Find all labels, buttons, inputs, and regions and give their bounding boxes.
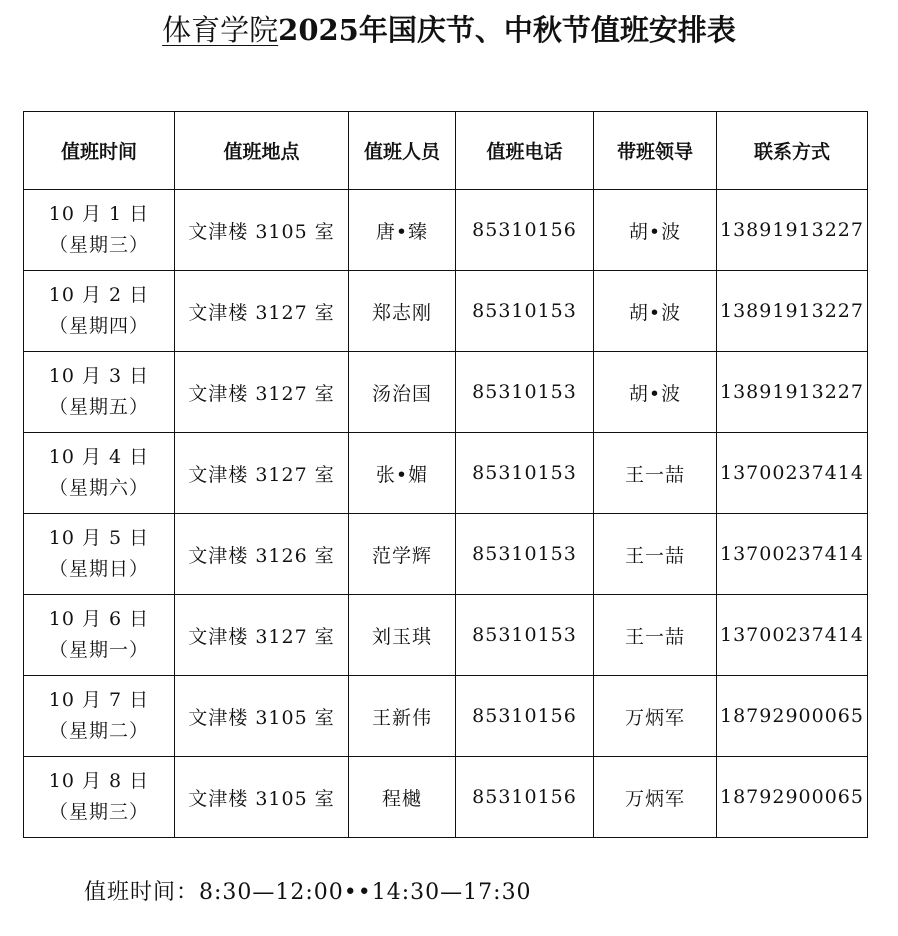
weekday-text: （星期一） <box>48 639 149 661</box>
cell-contact: 18792900065 <box>717 757 868 838</box>
cell-leader: 王一喆 <box>594 433 717 514</box>
cell-contact: 13891913227 <box>717 352 868 433</box>
weekday-text: （星期四） <box>48 315 149 337</box>
date-text: 10 月 7 日 <box>48 689 150 711</box>
cell-duty-date <box>24 190 175 271</box>
weekday-text: （星期五） <box>48 396 149 418</box>
date-text: 10 月 2 日 <box>48 284 150 306</box>
date-text: 10 月 4 日 <box>48 446 150 468</box>
weekday-text: （星期三） <box>48 234 149 256</box>
cell-duty-date <box>24 433 175 514</box>
cell-leader: 胡•波 <box>594 352 717 433</box>
cell-staff: 范学辉 <box>349 514 456 595</box>
header-duty-location: 值班地点 <box>175 112 349 190</box>
cell-location: 文津楼 3127 室 <box>175 352 349 433</box>
cell-phone: 85310153 <box>456 595 594 676</box>
cell-contact: 18792900065 <box>717 676 868 757</box>
table-row <box>24 271 868 352</box>
cell-duty-date <box>24 271 175 352</box>
date-text: 10 月 3 日 <box>48 365 150 387</box>
cell-staff: 王新伟 <box>349 676 456 757</box>
cell-location: 文津楼 3127 室 <box>175 433 349 514</box>
date-text: 10 月 6 日 <box>48 608 150 630</box>
cell-staff: 刘玉琪 <box>349 595 456 676</box>
table-row <box>24 676 868 757</box>
cell-location: 文津楼 3105 室 <box>175 190 349 271</box>
date-text: 10 月 5 日 <box>48 527 150 549</box>
duty-schedule-table <box>23 111 868 838</box>
cell-contact: 13891913227 <box>717 190 868 271</box>
cell-duty-date <box>24 757 175 838</box>
cell-contact: 13700237414 <box>717 433 868 514</box>
weekday-text: （星期日） <box>48 558 149 580</box>
cell-phone: 85310153 <box>456 514 594 595</box>
header-duty-leader: 带班领导 <box>594 112 717 190</box>
cell-leader: 王一喆 <box>594 514 717 595</box>
cell-location: 文津楼 3127 室 <box>175 595 349 676</box>
header-duty-time: 值班时间 <box>24 112 175 190</box>
weekday-text: （星期六） <box>48 477 149 499</box>
table-row <box>24 433 868 514</box>
date-text: 10 月 1 日 <box>48 203 150 225</box>
date-text: 10 月 8 日 <box>48 770 150 792</box>
cell-phone: 85310153 <box>456 352 594 433</box>
title-unit: 体育学院 <box>162 13 279 47</box>
cell-staff: 郑志刚 <box>349 271 456 352</box>
cell-staff: 张•媚 <box>349 433 456 514</box>
cell-contact: 13700237414 <box>717 514 868 595</box>
cell-location: 文津楼 3126 室 <box>175 514 349 595</box>
cell-staff: 程樾 <box>349 757 456 838</box>
duty-hours-note: 值班时间：8:30—12:00••14:30—17:30 <box>84 880 532 905</box>
cell-phone: 85310153 <box>456 271 594 352</box>
cell-location: 文津楼 3105 室 <box>175 676 349 757</box>
cell-leader: 胡•波 <box>594 271 717 352</box>
cell-leader: 万炳军 <box>594 757 717 838</box>
weekday-text: （星期二） <box>48 720 149 742</box>
header-duty-phone: 值班电话 <box>456 112 594 190</box>
cell-duty-date <box>24 595 175 676</box>
header-contact: 联系方式 <box>717 112 868 190</box>
cell-contact: 13891913227 <box>717 271 868 352</box>
cell-duty-date <box>24 514 175 595</box>
table-header <box>24 112 868 190</box>
header-duty-staff: 值班人员 <box>349 112 456 190</box>
cell-phone: 85310153 <box>456 433 594 514</box>
cell-phone: 85310156 <box>456 190 594 271</box>
cell-staff: 唐•臻 <box>349 190 456 271</box>
cell-leader: 胡•波 <box>594 190 717 271</box>
cell-phone: 85310156 <box>456 757 594 838</box>
cell-location: 文津楼 3127 室 <box>175 271 349 352</box>
weekday-text: （星期三） <box>48 801 149 823</box>
cell-staff: 汤治国 <box>349 352 456 433</box>
cell-leader: 王一喆 <box>594 595 717 676</box>
cell-phone: 85310156 <box>456 676 594 757</box>
table-row <box>24 595 868 676</box>
page-title <box>0 10 898 50</box>
table-body <box>24 190 868 838</box>
cell-contact: 13700237414 <box>717 595 868 676</box>
header-row <box>24 112 868 190</box>
title-main: 2025年国庆节、中秋节值班安排表 <box>278 13 736 47</box>
table-row <box>24 190 868 271</box>
table-row <box>24 514 868 595</box>
table-row <box>24 757 868 838</box>
table-row <box>24 352 868 433</box>
cell-leader: 万炳军 <box>594 676 717 757</box>
cell-duty-date <box>24 676 175 757</box>
cell-location: 文津楼 3105 室 <box>175 757 349 838</box>
cell-duty-date <box>24 352 175 433</box>
